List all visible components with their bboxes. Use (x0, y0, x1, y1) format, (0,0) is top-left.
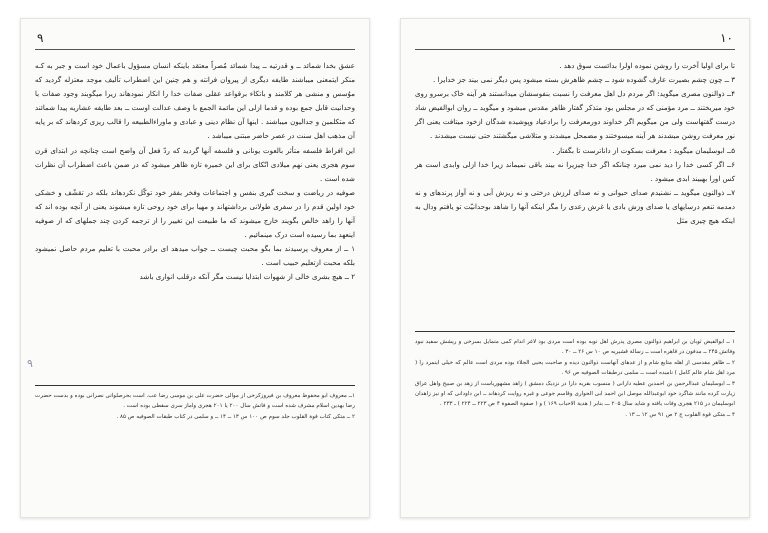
footnote: ۲ ــ ظاهر مقدسی از اهله متایع شام و از عدهای آنهاست ذوالنون دیده و صاحبت یحیی الجلاء بوده مردی است عالم که خیلی اینمرد را ( مرد اهل شام عالم کامل ) نامیده است ــ سلمی درطبقات الصوفیه ص ۹۶ . (415, 359, 735, 377)
paragraph: تا برای اولیا آخرت را روشن نموده اولرا بدائست سوق دهد . (559, 61, 735, 70)
footnote: ۱ــ معروف ابو محفوظ معروف بن فیروزکرخی از موالی حضرت علی بن موسی رضا عب. است بحرصلواتی نصرانی بوده و بدست حضرت رضا بهدین اسلام مشرف شده است و فاتش سال ۲۰۰ یا ۲۰۱ هجری واماز سری سقطی بوده است . (35, 393, 355, 410)
body-text (415, 59, 735, 228)
footnote: ۲ ــ متکی کتاب قوة القلوب جلد سوم ص ۱۰۰ س ۱۳ ــ ۱۴ ــ و سلمی در کتاب طبقات الصوفیه ص ۸۵ . (116, 413, 355, 420)
paragraph: ۵ــ ابوسلیمان میگوید : معرفت بسکوت از داناترست تا بگفتار . (552, 145, 735, 155)
paragraph: صوفیه در ریاضت و سخت گیری بنفس و اجتماعات وفخر بفقر خود توکّل نکردهاند بلکه در تقشّف و خشکی خود اولین قدم را در سفری طولانی برداشتهاند و مهیا برای خود روحی تازه میشوند یعنی از آنچه بوده اند که آنها را زاهد خالص بگویند خارج میشوند که ما طبیعت این تغییر را از ترجمه کردن چند جملهای که از صوفیه اینعهد بما رسیده است درک مینمائیم . (35, 187, 355, 240)
page-left (20, 18, 370, 518)
footnote: ۳ ــ ابوسلیمان عبدالرحمن بن احمدبن عطیه دارانی ( منسوب بقریه دارا در نزدیک دمشق ) زاهد مشهوریاست از زهد بن صبیح واهل عراق زیارت کرده مانند شاگرد خود ابوعبدالله موصل ابن احمد ابی الحواری وقاسم جوعی و غیره روایت کردهاند ــ ابن داودانی که او نیز زاهدان ابوسلیمان در ۲۱۵ هجری وفات یافته و شاید سال ۲۰۵ ـــ بنابر ( هدیة الاحباب ۱۶۹ ) و ( صفوة الصفوة ۴ ص ۲۲۳ ــ ۲۲۴ ) ـ ۲۳۳ . (415, 380, 735, 408)
footnote-rule (415, 331, 735, 332)
paragraph: ۷ــ ذوالنون میگوید ــ نشنیدم صدای حیوانی و نه صدای لرزش درختی و نه ریزش آبی و نه آواز پرندهای و نه دمدمه تنعم درسایهای یا صدای وزش بادی یا غرش رعدی را مگر اینکه آنها را شاهد بوحدانیّت تو یافتم ودال به اینکه هیچ چیزی مثل (415, 187, 735, 226)
paragraph: عشق بخدا شمائد ــ و قدرتیه ــ پیدا شمائد مُصراً معتقد باینکه انسان مسؤول باعمال خود است و جبر به کـه منکر ایتمعنی میباشند طایفه دیگری از پیروان فرانته و هم چنین این اضطراب تألیف موجد معتزله گردید که موُسس و منشی هر کلامند و باتکاء برقواعد عقلی صفات خدا را انکار نمودهاند زیرا میگوبند وجود صفات با وحدانیت قابل جمع بوده و قدما ازلی این مائمة الجمع با وصف عدالت اوست ــ بعد طایفه عشاریه پیدا شمائند که متکلمین و جدالیون میباشند . اینها آن نظام دینی و عبادی و ماوراءالطبیعه را قالب ریزی کردهاند که بر پایه آن مذهب اهل سنت در عصر حاضر مبتنی میباشد . (35, 61, 355, 141)
header-rule (415, 49, 735, 50)
body-text (35, 59, 355, 285)
page-number: ۱۰ (720, 31, 733, 45)
header-rule (35, 49, 355, 50)
footnotes (415, 337, 735, 420)
paragraph: ۲ ــ هیچ بشری خالی از شهوات ابتدایا نیست مگر آنکه درقلب انواری باشد (139, 272, 355, 282)
footnotes (35, 391, 355, 422)
margin-annotation: ۹ (27, 357, 33, 370)
page-right (400, 18, 750, 518)
paragraph: ۳ ــ چون چشم بصیرت عارف گشوده شود ــ چشم ظاهرش بسته میشود پس دیگر نمی بیند جز خدایرا . (432, 75, 735, 85)
footnote: ۴ ــ متکی قوة القلوب ج ۲ ص ۹۱ س ۱۲ ــ ۱۳ . (625, 411, 735, 418)
paragraph: ۱ ــ از معروف پرسیدند بما بگو محبت چیست ــ جواب میدهد ای برادر محبت با تعلیم مردم حاصل نمیشود بلکه محبت ازتعلیم حبیب است . (35, 244, 355, 268)
footnote-rule (35, 385, 355, 386)
paragraph: ۴ــ ذوالنون مصری میگوید: اگر مردم دل اهل معرفت را نسبت بنفوسشان میدانستند هر آینه خاک برسرو روی خود میریختند ــ مرد مؤمنی که در مجلس بود متذکر گفتار ظاهر مقدس میشود و میگوید ــ روان ابوالفیض شاد درست گفتهاست ولی من میگویم اگر خداوند دورمعرفت را برادعیاد وپوشیده شدگان ازخود میتافت یعنی اگر نور معرفت روشن میشدند هر آینه میسوختند و مضمحل میشدند و متلاشی میگشتند حتی نیست میشدند . (415, 89, 735, 141)
paragraph: ۶ــ اگر کسی خدا را دید نمی میرد چنانکه اگر خدا چیزیرا نه بیند باقی نمیماند زیرا خدا ازلی وابدی است هر کس اورا بهبیند ابدی میشود . (415, 159, 735, 183)
footnote: ۱ ــ ابوالفیض ثوبان بن ابراهیم ذوالنون مصری پدرش اهل نوبه بوده است مردی بود لاغر اندام کمی متمایل بسرخی و ریشش سفید نبود وفاتش ۲۴۵ ــ مدفون در قاهره است ــ رسالة قشیریه ص ۱۰ س ۲۶ ــ ۳۰ . (415, 339, 735, 356)
paragraph: این افراط فلسفه متأثر بالعوت یونانی و فلسفه آنها گردید که ردّ فعل آن واضح است چنانچه در ابتدای قرن سوم هجری یعنی نهم میلادی اتّکای برای این خمیره تازه ظاهر میشود که در ضمن باعث اضطراب آن نظرات شده است . (35, 145, 355, 183)
page-number: ۹ (37, 31, 44, 45)
